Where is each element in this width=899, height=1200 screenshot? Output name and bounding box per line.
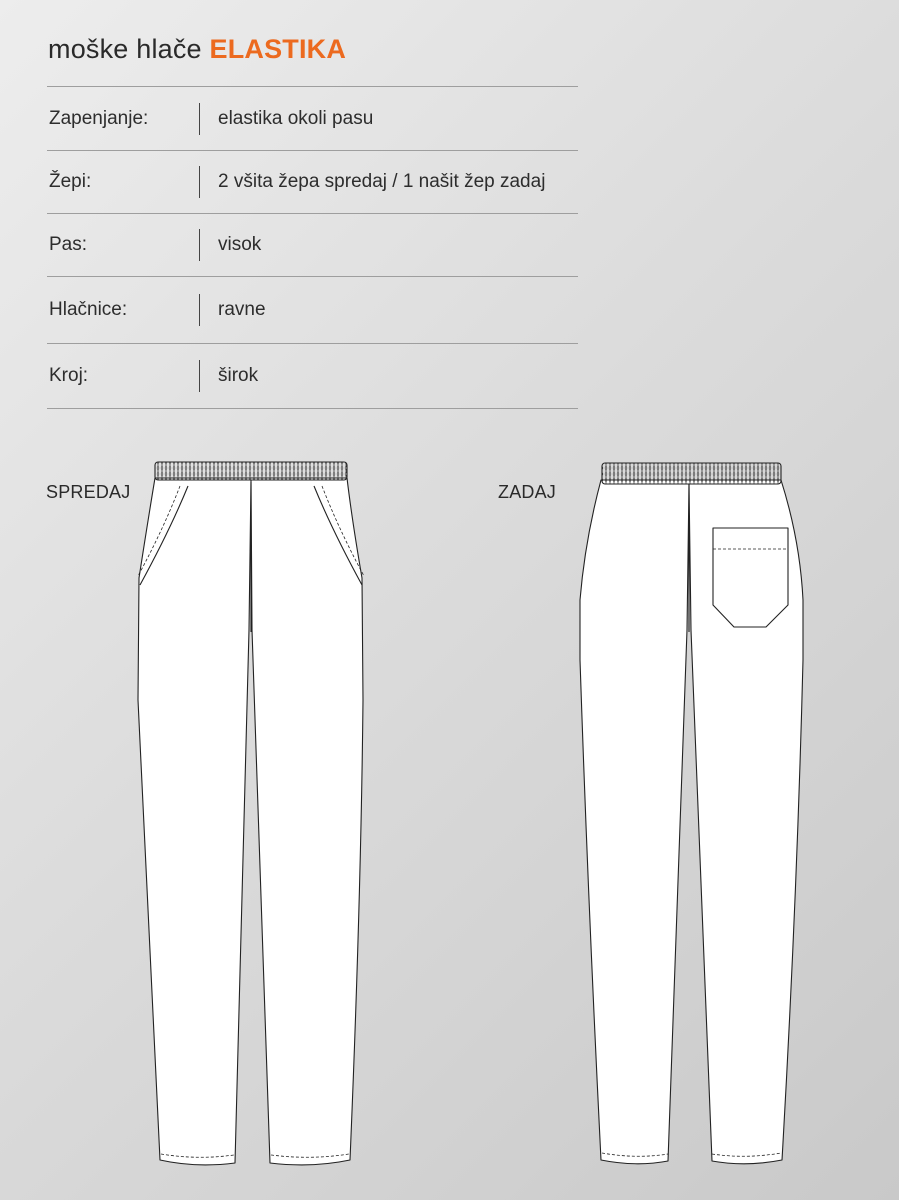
spec-value: ravne <box>218 299 266 320</box>
back-view-label: ZADAJ <box>498 482 557 502</box>
back-elastic-waistband <box>602 463 781 484</box>
front-pants-drawing <box>138 462 364 1165</box>
spec-label: Zapenjanje: <box>49 107 149 129</box>
back-pants-drawing <box>580 463 803 1164</box>
spec-value: 2 všita žepa spredaj / 1 našit žep zadaj <box>218 171 546 192</box>
spec-value: visok <box>218 234 262 255</box>
back-patch-pocket-icon <box>713 528 788 627</box>
product-title-prefix: moške hlače <box>48 34 202 64</box>
spec-label: Žepi: <box>49 171 92 192</box>
spec-label: Hlačnice: <box>49 299 128 320</box>
spec-label: Pas: <box>49 234 88 255</box>
spec-label: Kroj: <box>49 365 89 386</box>
product-title-accent: ELASTIKA <box>209 34 347 64</box>
spec-value: elastika okoli pasu <box>218 107 374 129</box>
front-view-label: SPREDAJ <box>46 482 131 502</box>
front-elastic-waistband <box>155 462 347 480</box>
spec-value: širok <box>218 365 259 386</box>
